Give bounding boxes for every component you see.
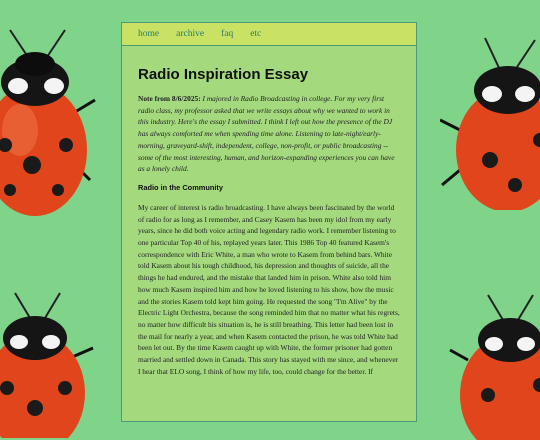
nav-link-archive[interactable]: archive xyxy=(176,29,205,39)
ladybug-image-bottom-left xyxy=(0,288,95,438)
ladybug-image-top-right xyxy=(440,30,540,210)
nav-link-faq[interactable]: faq xyxy=(221,29,234,39)
essay-body: My career of interest is radio broadcasting. I have always been fascinated by the world of radio for as long as I remember, and Casey Kasem has been my idol from my early years, since he did both voice acting and legendary radio work. I remember listening to one particular Top 40 of his, replayed years later. This 1986 Top 40 featured Kasem's correspondence with Eric White, a man who wrote to Kasem from behind bars. White told Kasem about his tough childhood, his depression and thoughts of suicide, all the things he had endured, and the mistake that landed him in prison. White also told him how much Kasem inspired him and how he loved listening to his show, how the music and the stories Kasem told kept him going. He requested the song "I'm Alive" by the Electric Light Orchestra, because the song reminded him that no matter what his regrets, no matter how difficult his situation is, he is still breathing. This letter had been lost in the mail for nearly a year, and when Kasem contacted the prison, he was told White had been let out. By the time Kasem caught up with White, the former prisoner had gotten married and settled down in Canada. This story has stayed with me since, and whenever I hear that ELO song, I think of how my life, too, could change for the better. If xyxy=(138,202,400,376)
top-nav xyxy=(122,23,416,46)
article xyxy=(122,46,416,377)
section-heading: Radio in the Community xyxy=(138,182,223,192)
intro-text: I majored in Radio Broadcasting in college. For my very first radio class, my professor asked that we write essays about why we wanted to work in this industry. Here's the essay I submitted. I think I left out how the presence of the DJ has always comforted me when spending time alone. Listening to late-night/early-morning, graveyard-shift, independent, college, non-profit, or public broadcasting -- some of the most interesting, human, and horizon-expanding experiences you can have as a lonely child. xyxy=(138,94,395,174)
main-panel xyxy=(121,22,417,422)
ladybug-image-top-left xyxy=(0,20,100,220)
ladybug-image-bottom-right xyxy=(448,290,540,440)
intro-note xyxy=(138,93,400,175)
intro-label: Note from 8/6/2025: xyxy=(138,94,201,103)
nav-link-home[interactable]: home xyxy=(138,29,160,39)
nav-link-etc[interactable]: etc xyxy=(250,29,262,39)
page-title: Radio Inspiration Essay xyxy=(138,66,309,83)
